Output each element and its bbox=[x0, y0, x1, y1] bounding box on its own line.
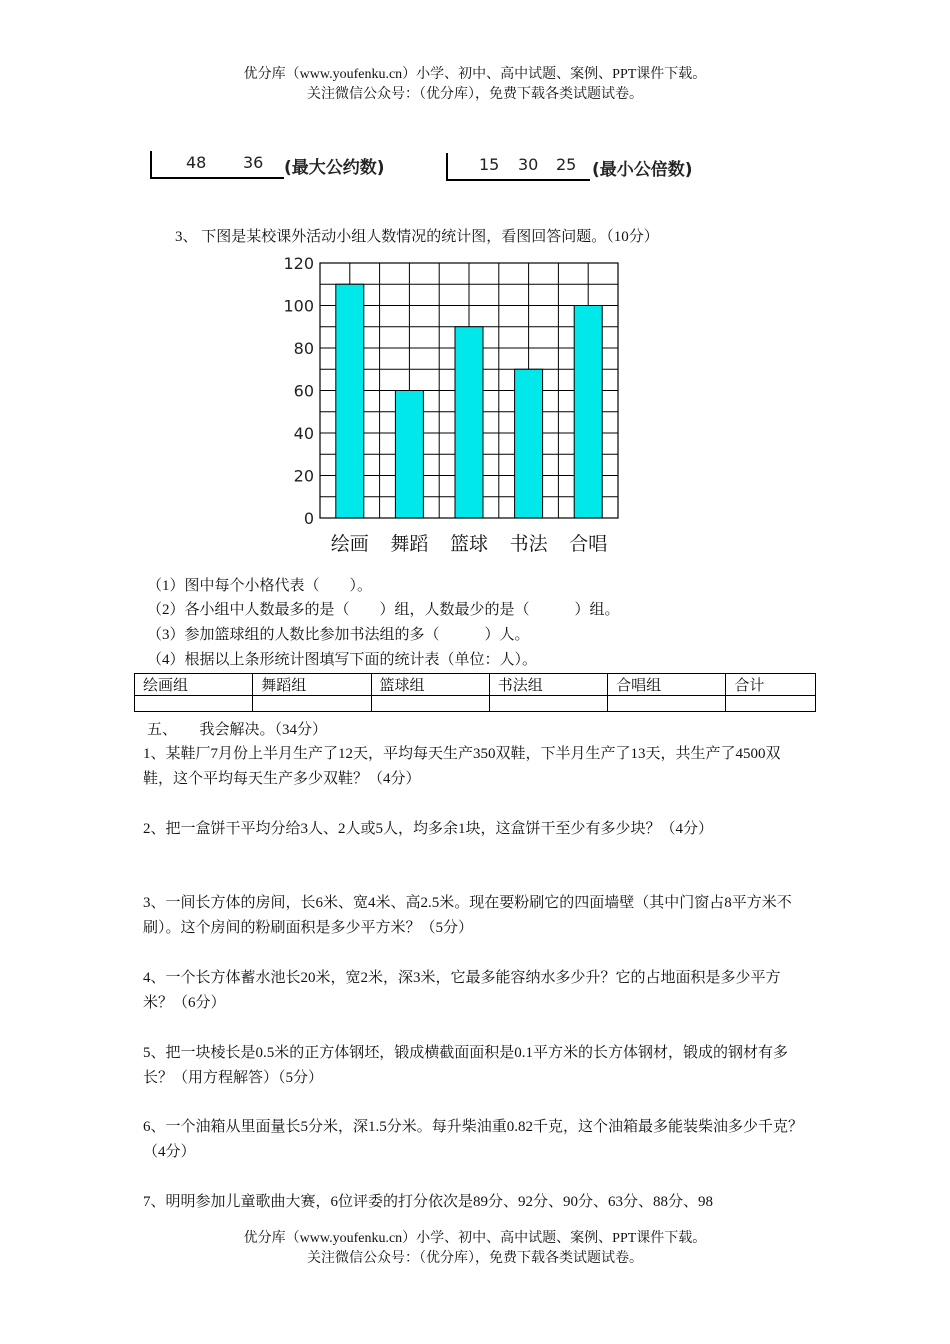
footer-line-1: 优分库（www.youfenku.cn）小学、初中、高中试题、案例、PPT课件下载。 bbox=[243, 1231, 707, 1246]
table-answer-row bbox=[135, 696, 816, 712]
statistics-table bbox=[134, 673, 816, 712]
question-3-sub-2: （2）各小组中人数最多的是（ ）组，人数最少的是（ ）组。 bbox=[147, 602, 620, 618]
y-tick-label: 40 bbox=[293, 424, 314, 443]
x-category-label: 绘画 bbox=[330, 533, 369, 555]
footer-line-2: 关注微信公众号：（优分库），免费下载各类试题试卷。 bbox=[307, 1251, 643, 1266]
table-answer-cell[interactable] bbox=[726, 696, 816, 712]
section-5-title: 五、 我会解决。（34分） bbox=[147, 722, 328, 738]
lcm-number-2: 30 bbox=[518, 155, 539, 174]
y-tick-label: 80 bbox=[293, 339, 314, 358]
table-header-cell: 舞蹈组 bbox=[253, 674, 371, 696]
problem-1: 1、某鞋厂7月份上半月生产了12天，平均每天生产350双鞋，下半月生产了13天，共生产了4500双鞋，这个平均每天生产多少双鞋？（4分） bbox=[143, 746, 781, 787]
problem-3: 3、一间长方体的房间，长6米、宽4米、高2.5米。现在要粉刷它的四面墙壁（其中门窗占8平方米不刷）。这个房间的粉刷面积是多少平方米？（5分） bbox=[143, 895, 792, 936]
problem-2: 2、把一盒饼干平均分给3人、2人或5人，均多余1块，这盒饼干至少有多少块？（4分） bbox=[143, 821, 714, 837]
bar bbox=[395, 391, 423, 519]
table-header-cell: 合计 bbox=[726, 674, 816, 696]
question-3-sub-3: （3）参加篮球组的人数比参加书法组的多（ ）人。 bbox=[147, 627, 530, 643]
bar-chart bbox=[0, 248, 950, 568]
bar bbox=[336, 284, 364, 518]
x-category-label: 篮球 bbox=[449, 533, 489, 555]
gcd-label: (最大公约数) bbox=[284, 158, 385, 178]
problem-5: 5、把一块棱长是0.5米的正方体钢坯，锻成横截面面积是0.1平方米的长方体钢材，锻成的钢材有多长？（用方程解答）（5分） bbox=[143, 1045, 789, 1086]
question-3-sub-4: （4）根据以上条形统计图填写下面的统计表（单位：人）。 bbox=[147, 652, 538, 668]
gcd-number-1: 48 bbox=[186, 153, 207, 172]
y-tick-label: 120 bbox=[283, 254, 314, 273]
bar bbox=[574, 306, 602, 519]
lcm-number-1: 15 bbox=[479, 155, 500, 174]
table-header-cell: 书法组 bbox=[489, 674, 607, 696]
problem-4: 4、一个长方体蓄水池长20米，宽2米，深3米，它最多能容纳水多少升？它的占地面积是多少平方米？（6分） bbox=[143, 970, 781, 1011]
table-answer-cell[interactable] bbox=[135, 696, 253, 712]
bar bbox=[455, 327, 483, 518]
x-category-label: 合唱 bbox=[569, 533, 608, 555]
problem-7: 7、明明参加儿童歌曲大赛，6位评委的打分依次是89分、92分、90分、63分、88分、98 bbox=[143, 1194, 714, 1210]
table-header-cell: 绘画组 bbox=[135, 674, 253, 696]
header-line-1: 优分库（www.youfenku.cn）小学、初中、高中试题、案例、PPT课件下载。 bbox=[243, 67, 707, 82]
y-tick-label: 100 bbox=[283, 296, 314, 316]
header-line-2: 关注微信公众号：（优分库），免费下载各类试题试卷。 bbox=[307, 87, 643, 102]
table-answer-cell[interactable] bbox=[371, 696, 489, 712]
table-answer-cell[interactable] bbox=[608, 696, 726, 712]
table-header-row bbox=[135, 674, 816, 696]
table-answer-cell[interactable] bbox=[489, 696, 607, 712]
y-tick-label: 0 bbox=[303, 509, 314, 528]
gcd-number-2: 36 bbox=[243, 153, 264, 172]
problem-6: 6、一个油箱从里面量长5分米，深1.5分米。每升柴油重0.82千克，这个油箱最多能装柴油多少千克？（4分） bbox=[143, 1119, 804, 1160]
y-tick-label: 60 bbox=[293, 381, 314, 401]
table-header-cell: 合唱组 bbox=[608, 674, 726, 696]
x-category-label: 书法 bbox=[509, 533, 548, 555]
question-3-sub-1: （1）图中每个小格代表（ ）。 bbox=[147, 578, 373, 594]
lcm-number-3: 25 bbox=[556, 155, 577, 174]
bar bbox=[515, 369, 543, 518]
lcm-label: (最小公倍数) bbox=[592, 160, 693, 180]
x-category-label: 舞蹈 bbox=[390, 533, 429, 555]
y-tick-label: 20 bbox=[293, 466, 314, 486]
gcd-division-bracket bbox=[150, 151, 284, 179]
question-3-title: 3、 下图是某校课外活动小组人数情况的统计图，看图回答问题。（10分） bbox=[175, 229, 659, 245]
table-header-cell: 篮球组 bbox=[371, 674, 489, 696]
table-answer-cell[interactable] bbox=[253, 696, 371, 712]
